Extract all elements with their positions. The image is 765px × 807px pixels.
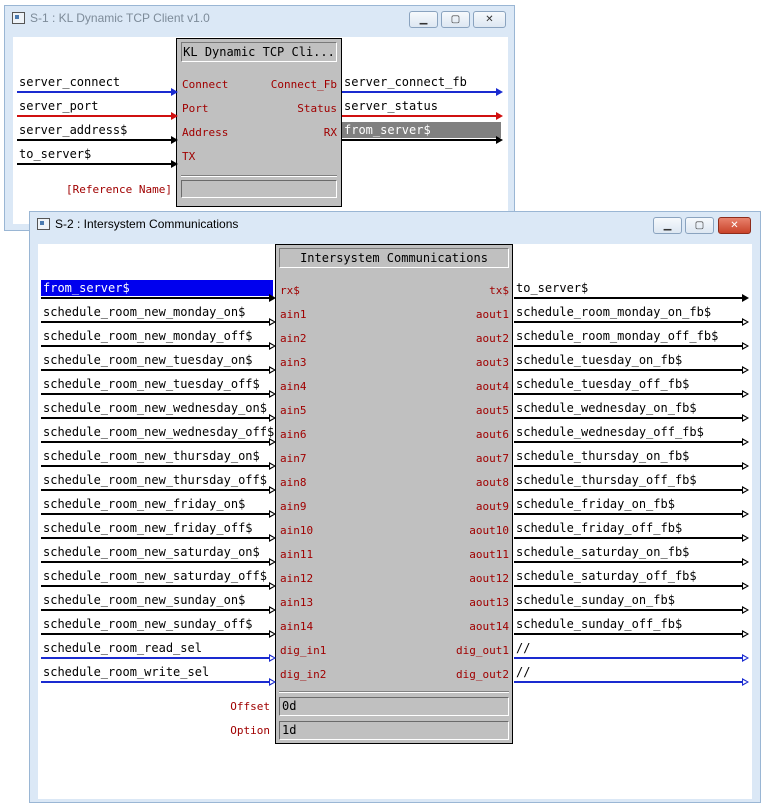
output-arrow [742,510,749,518]
output-pin-label: aout11 [469,548,509,561]
output-signal-name[interactable]: // [516,665,531,679]
input-signal-line[interactable] [41,681,269,683]
output-pin-label: aout12 [469,572,509,585]
input-arrow [269,318,276,326]
parameter-label: Offset [230,700,270,713]
input-signal-line[interactable] [41,537,269,539]
input-signal-line[interactable] [41,345,269,347]
input-pin-label: ain9 [280,500,307,513]
output-signal-name[interactable]: schedule_friday_off_fb$ [516,521,683,535]
output-pin-label: dig_out2 [456,668,509,681]
input-signal-name[interactable]: schedule_room_new_saturday_on$ [43,545,260,559]
output-arrow [742,630,749,638]
output-signal-name[interactable]: schedule_tuesday_on_fb$ [516,353,683,367]
output-signal-line[interactable] [514,369,742,371]
output-signal-line[interactable] [514,537,742,539]
input-pin-label: Port [182,102,209,115]
input-signal-name[interactable]: from_server$ [41,280,273,296]
input-signal-name[interactable]: schedule_room_new_tuesday_on$ [43,353,253,367]
input-pin-label: ain12 [280,572,314,585]
output-pin-label: aout14 [469,620,509,633]
input-pin-label: ain7 [280,452,307,465]
input-signal-name[interactable]: schedule_room_new_friday_off$ [43,521,253,535]
input-signal-line[interactable] [17,163,171,165]
output-signal-line[interactable] [514,465,742,467]
output-signal-line[interactable] [342,91,496,93]
output-arrow [742,486,749,494]
input-signal-name[interactable]: schedule_room_new_sunday_off$ [43,617,253,631]
input-signal-line[interactable] [41,441,269,443]
input-signal-name[interactable]: schedule_room_new_thursday_on$ [43,449,260,463]
parameter-value-field[interactable]: 0d [279,697,509,716]
reference-name-label: [Reference Name] [66,183,172,196]
input-arrow [269,366,276,374]
input-signal-line[interactable] [41,657,269,659]
input-arrow [269,294,276,302]
output-pin-label: aout9 [475,500,509,513]
input-signal-line[interactable] [41,297,269,299]
input-signal-name[interactable]: to_server$ [19,147,92,161]
output-signal-name[interactable]: schedule_sunday_on_fb$ [516,593,675,607]
input-pin-label: dig_in2 [280,668,327,681]
input-pin-label: ain11 [280,548,314,561]
input-signal-line[interactable] [41,513,269,515]
output-pin-label: aout8 [475,476,509,489]
input-signal-name[interactable]: schedule_room_new_thursday_off$ [43,473,267,487]
input-signal-line[interactable] [41,561,269,563]
input-arrow [269,654,276,662]
output-arrow [742,606,749,614]
output-pin-label: aout5 [475,404,509,417]
symbol-separator [181,175,337,177]
output-signal-name[interactable]: schedule_thursday_on_fb$ [516,449,690,463]
window-app-icon [37,218,50,230]
input-signal-name[interactable]: schedule_room_new_friday_on$ [43,497,246,511]
input-signal-name[interactable]: schedule_room_new_monday_on$ [43,305,246,319]
input-arrow [269,462,276,470]
input-arrow [269,678,276,686]
input-signal-name[interactable]: schedule_room_new_monday_off$ [43,329,253,343]
window-s2-titlebar[interactable] [30,212,760,238]
output-arrow [742,366,749,374]
input-pin-label: ain10 [280,524,314,537]
output-signal-name[interactable]: to_server$ [516,281,589,295]
input-signal-line[interactable] [17,139,171,141]
input-pin-label: ain8 [280,476,307,489]
output-arrow [742,438,749,446]
input-pin-label: Address [182,126,229,139]
output-pin-label: Status [297,102,337,115]
symbol-separator [279,691,509,693]
input-pin-label: rx$ [280,284,300,297]
output-arrow [742,558,749,566]
output-signal-line[interactable] [514,297,742,299]
output-signal-name[interactable]: schedule_tuesday_off_fb$ [516,377,690,391]
input-signal-line[interactable] [41,417,269,419]
input-signal-name[interactable]: schedule_room_read_sel [43,641,202,655]
input-pin-label: dig_in1 [280,644,327,657]
output-arrow [742,342,749,350]
reference-name-field[interactable] [181,180,337,198]
output-pin-label: Connect_Fb [270,78,337,91]
output-signal-line[interactable] [514,441,742,443]
input-signal-name[interactable]: schedule_room_new_wednesday_off$ [43,425,275,439]
input-signal-line[interactable] [17,115,171,117]
output-pin-label: RX [323,126,337,139]
input-signal-name[interactable]: server_address$ [19,123,128,137]
output-signal-line[interactable] [342,115,496,117]
output-signal-line[interactable] [514,417,742,419]
input-pin-label: ain4 [280,380,307,393]
input-arrow [269,558,276,566]
output-pin-label: aout10 [469,524,509,537]
input-pin-label: Connect [182,78,229,91]
output-signal-name[interactable]: server_status [344,99,438,113]
output-signal-name[interactable]: from_server$ [342,122,501,138]
input-arrow [269,342,276,350]
minimize-icon[interactable]: ▁ [653,217,682,234]
input-signal-line[interactable] [41,489,269,491]
output-signal-line[interactable] [514,633,742,635]
output-arrow [742,414,749,422]
output-signal-line[interactable] [514,345,742,347]
output-signal-name[interactable]: schedule_sunday_off_fb$ [516,617,683,631]
input-arrow [171,112,178,120]
input-signal-line[interactable] [41,465,269,467]
output-signal-name[interactable]: schedule_room_monday_off_fb$ [516,329,719,343]
output-signal-name[interactable]: // [516,641,531,655]
maximize-icon[interactable]: ▢ [685,217,714,234]
output-signal-name[interactable]: schedule_thursday_off_fb$ [516,473,697,487]
output-arrow [742,390,749,398]
minimize-icon[interactable]: ▁ [409,11,438,28]
input-signal-name[interactable]: schedule_room_new_wednesday_on$ [43,401,267,415]
input-arrow [269,438,276,446]
output-signal-name[interactable]: schedule_friday_on_fb$ [516,497,675,511]
output-arrow [496,88,503,96]
window-s2-title: S-2 : Intersystem Communications [55,217,239,231]
output-signal-line[interactable] [514,489,742,491]
output-signal-name[interactable]: server_connect_fb [344,75,467,89]
input-arrow [171,136,178,144]
output-arrow [742,318,749,326]
input-pin-label: ain3 [280,356,307,369]
input-arrow [269,390,276,398]
maximize-icon[interactable]: ▢ [441,11,470,28]
input-pin-label: ain13 [280,596,314,609]
window-s1-title: S-1 : KL Dynamic TCP Client v1.0 [30,11,210,25]
input-signal-line[interactable] [41,633,269,635]
output-signal-line[interactable] [514,585,742,587]
output-signal-name[interactable]: schedule_saturday_off_fb$ [516,569,697,583]
input-signal-name[interactable]: schedule_room_new_sunday_on$ [43,593,246,607]
input-signal-line[interactable] [41,609,269,611]
input-signal-name[interactable]: server_port [19,99,99,113]
output-arrow [742,582,749,590]
input-pin-label: ain14 [280,620,314,633]
output-signal-line[interactable] [514,561,742,563]
parameter-value-field[interactable]: 1d [279,721,509,740]
input-arrow [269,414,276,422]
parameter-label: Option [230,724,270,737]
input-signal-name[interactable]: schedule_room_new_tuesday_off$ [43,377,260,391]
output-arrow [742,678,749,686]
input-signal-name[interactable]: schedule_room_write_sel [43,665,210,679]
output-pin-label: aout6 [475,428,509,441]
output-pin-label: tx$ [489,284,509,297]
input-arrow [269,630,276,638]
window-s1-titlebar[interactable] [5,6,514,32]
output-pin-label: aout13 [469,596,509,609]
symbol-title: Intersystem Communications [279,248,509,268]
input-arrow [269,606,276,614]
close-icon[interactable]: ✕ [718,217,751,234]
input-signal-line[interactable] [41,369,269,371]
input-signal-line[interactable] [41,393,269,395]
input-signal-name[interactable]: server_connect [19,75,121,89]
input-signal-name[interactable]: schedule_room_new_saturday_off$ [43,569,267,583]
input-arrow [269,534,276,542]
input-pin-label: ain6 [280,428,307,441]
output-pin-label: aout3 [475,356,509,369]
output-pin-label: aout1 [475,308,509,321]
output-signal-line[interactable] [514,393,742,395]
output-pin-label: aout4 [475,380,509,393]
symbol-title: KL Dynamic TCP Cli... [181,42,337,62]
output-signal-name[interactable]: schedule_room_monday_on_fb$ [516,305,712,319]
output-pin-label: aout7 [475,452,509,465]
output-signal-name[interactable]: schedule_wednesday_off_fb$ [516,425,704,439]
output-arrow [496,136,503,144]
output-arrow [742,534,749,542]
output-pin-label: aout2 [475,332,509,345]
input-pin-label: ain2 [280,332,307,345]
output-arrow [496,112,503,120]
input-signal-line[interactable] [41,585,269,587]
output-signal-line[interactable] [514,681,742,683]
input-pin-label: ain5 [280,404,307,417]
output-arrow [742,462,749,470]
output-signal-line[interactable] [514,657,742,659]
output-signal-name[interactable]: schedule_wednesday_on_fb$ [516,401,697,415]
input-arrow [269,510,276,518]
input-arrow [171,160,178,168]
input-arrow [269,582,276,590]
output-signal-line[interactable] [514,609,742,611]
output-pin-label: dig_out1 [456,644,509,657]
output-arrow [742,654,749,662]
window-app-icon [12,12,25,24]
input-signal-line[interactable] [41,321,269,323]
output-signal-line[interactable] [514,513,742,515]
input-signal-line[interactable] [17,91,171,93]
output-signal-name[interactable]: schedule_saturday_on_fb$ [516,545,690,559]
output-arrow [742,294,749,302]
close-icon[interactable]: ✕ [473,11,506,28]
output-signal-line[interactable] [342,139,496,141]
input-pin-label: ain1 [280,308,307,321]
input-pin-label: TX [182,150,196,163]
input-arrow [269,486,276,494]
input-arrow [171,88,178,96]
output-signal-line[interactable] [514,321,742,323]
